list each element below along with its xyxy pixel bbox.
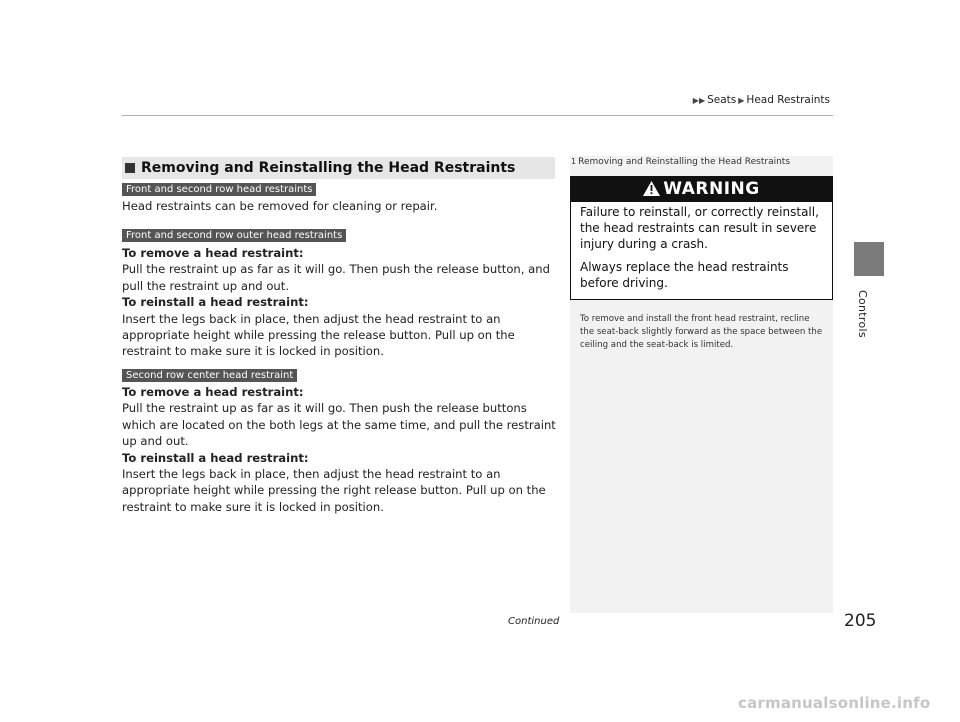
- chapter-label: Controls: [856, 290, 869, 338]
- watermark: carmanualsonline.info: [738, 694, 931, 712]
- sidebar-title-text: Removing and Reinstalling the Head Restraints: [578, 157, 791, 167]
- warning-body: [580, 204, 825, 298]
- breadcrumb-head-restraints: Head Restraints: [746, 94, 830, 106]
- tag-center-restraint: Second row center head restraint: [122, 369, 297, 382]
- outer-remove-heading: To remove a head restraint:: [122, 246, 304, 260]
- sidebar-title: [571, 157, 790, 167]
- center-reinstall-heading: To reinstall a head restraint:: [122, 450, 309, 465]
- chevron-right-icon: ▶▶: [692, 96, 706, 105]
- square-bullet-icon: [125, 163, 135, 173]
- chevron-right-icon: ▶: [738, 96, 745, 105]
- tag-outer-restraints: Front and second row outer head restraints: [122, 229, 346, 242]
- warning-text-2: Always replace the head restraints before driving.: [580, 260, 789, 290]
- center-remove-text: Pull the restraint up as far as it will go. Then push the release buttons which are located on the both legs at the same time, and pull the restraint up and out.: [122, 401, 556, 449]
- reference-marker-icon: 1: [571, 157, 577, 166]
- section-title: Removing and Reinstalling the Head Restraints: [141, 160, 516, 176]
- center-remove-heading: To remove a head restraint:: [122, 385, 304, 399]
- outer-instructions: [122, 245, 558, 360]
- continued-label: Continued: [508, 616, 560, 627]
- outer-reinstall-text: Insert the legs back in place, then adjust the head restraint to an appropriate height while pressing the release button. Pull up on the restraint to make sure it is locked in position.: [122, 311, 515, 359]
- intro-paragraph: Head restraints can be removed for cleaning or repair.: [122, 199, 438, 213]
- outer-remove-text: Pull the restraint up as far as it will go. Then push the release button, and pull the restraint up and out.: [122, 262, 550, 293]
- breadcrumb: [691, 94, 830, 106]
- warning-header: [570, 176, 833, 202]
- sidebar-note: To remove and install the front head restraint, recline the seat-back slightly forward as the space between the ceiling and the seat-back is limited.: [580, 314, 823, 350]
- tag-front-second-row: Front and second row head restraints: [122, 183, 316, 196]
- page-number: 205: [844, 611, 877, 631]
- section-heading: [122, 157, 555, 179]
- warning-label: WARNING: [663, 179, 760, 199]
- header-divider: [122, 115, 833, 116]
- warning-triangle-icon: [643, 178, 660, 204]
- warning-text-1: Failure to reinstall, or correctly reinstall, the head restraints can result in severe injury during a crash.: [580, 205, 819, 251]
- intro-text: [122, 198, 558, 214]
- chapter-tab-marker: [854, 242, 884, 276]
- outer-reinstall-heading: To reinstall a head restraint:: [122, 295, 309, 310]
- center-instructions: [122, 384, 558, 515]
- center-reinstall-text: Insert the legs back in place, then adjust the head restraint to an appropriate height while pressing the right release button. Pull up on the restraint to make sure it is locked in position.: [122, 467, 546, 514]
- breadcrumb-seats: Seats: [707, 94, 737, 106]
